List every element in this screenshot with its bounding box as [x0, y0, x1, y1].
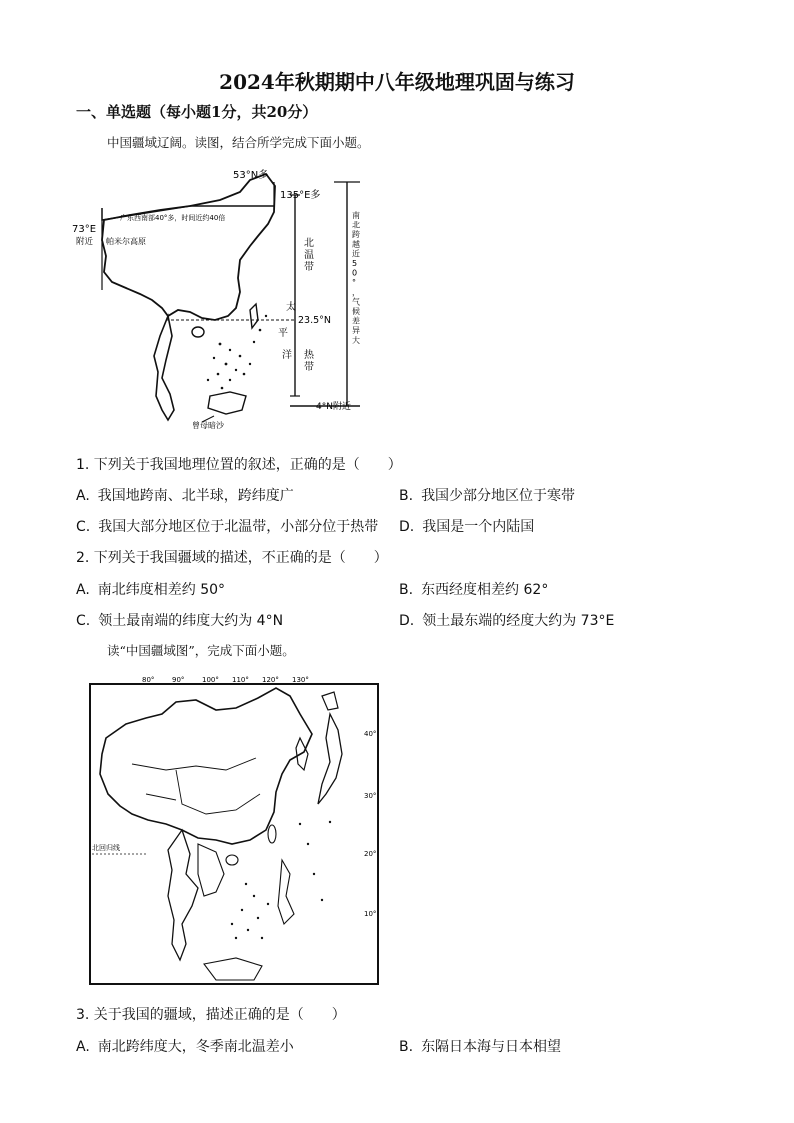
svg-text:30°: 30° — [364, 792, 377, 800]
question-2-stem: 2. 下列关于我国疆域的描述，不正确的是（ ） — [76, 550, 388, 566]
q1-option-c[interactable]: C. 我国大部分地区位于北温带，小部分位于热带 — [76, 519, 379, 535]
q2-option-b[interactable]: B. 东西经度相差约 62° — [399, 582, 549, 598]
pacific-char: 平 — [278, 328, 288, 339]
side-note-char: ， — [352, 287, 360, 297]
svg-text:20°: 20° — [364, 850, 377, 858]
svg-text:90°: 90° — [172, 676, 185, 684]
side-note-char: 异 — [352, 326, 360, 336]
q3-option-b[interactable]: B. 东隔日本海与日本相望 — [399, 1039, 562, 1055]
side-note-char: 5 — [352, 259, 358, 268]
label-zengmu: 曾母暗沙 — [192, 421, 224, 430]
label-north-temperate — [304, 237, 314, 273]
svg-text:130°: 130° — [292, 676, 309, 684]
intro-text-1: 中国疆域辽阔。读图，结合所学完成下面小题。 — [107, 135, 370, 150]
svg-text:120°: 120° — [262, 676, 279, 684]
q1-option-d[interactable]: D. 我国是一个内陆国 — [399, 519, 535, 535]
q1-option-a[interactable]: A. 我国地跨南、北半球，跨纬度广 — [76, 488, 294, 504]
q2-option-d[interactable]: D. 领土最东端的经度大约为 73°E — [399, 613, 615, 629]
svg-text:10°: 10° — [364, 910, 377, 918]
china-territory-map — [72, 160, 365, 440]
q2-option-a[interactable]: A. 南北纬度相差约 50° — [76, 582, 226, 598]
label-pamir: 帕米尔高原 — [106, 237, 146, 246]
side-note-char: 北 — [352, 220, 360, 230]
china-graticule-map — [86, 674, 386, 989]
svg-text:100°: 100° — [202, 676, 219, 684]
question-1-stem: 1. 下列关于我国地理位置的叙述，正确的是（ ） — [76, 457, 402, 473]
label-135e: 135°E多 — [280, 190, 321, 201]
tropical-char: 热 — [304, 350, 314, 361]
label-pacific — [278, 300, 296, 361]
side-note-char: 差 — [352, 316, 360, 326]
label-4n: 4°N附近 — [316, 402, 351, 412]
side-note-char: 近 — [352, 249, 360, 259]
mainland-outline — [102, 174, 275, 320]
label-side-note — [352, 210, 360, 345]
north-temperate-char: 带 — [304, 262, 314, 273]
page-title: 2024年秋期期中八年级地理巩固与练习 — [219, 70, 575, 94]
label-tropic: 23.5°N — [298, 315, 332, 326]
south-sea-islands-2 — [231, 821, 331, 939]
label-tropical — [304, 348, 315, 373]
side-note-char: 大 — [352, 335, 360, 345]
intro-text-2: 读“中国疆域图”，完成下面小题。 — [107, 643, 295, 658]
side-note-char: 南 — [352, 211, 360, 220]
top-longitude-ticks — [142, 676, 309, 684]
label-53n: 53°N多 — [233, 170, 269, 181]
side-note-char: 越 — [352, 239, 360, 249]
question-3-stem: 3. 关于我国的疆域，描述正确的是（ ） — [76, 1007, 346, 1023]
label-lat40: 广东西南部40°多，时间近约40倍 — [120, 214, 226, 222]
side-note-char: 跨 — [352, 230, 360, 240]
label-73e: 73°E — [72, 224, 97, 235]
svg-text:40°: 40° — [364, 730, 377, 738]
side-note-char: ° — [352, 278, 356, 288]
side-note-char: 0 — [352, 268, 358, 278]
pacific-char: 洋 — [282, 350, 292, 361]
right-latitude-ticks — [364, 730, 376, 918]
q1-option-b[interactable]: B. 我国少部分地区位于寒带 — [399, 488, 576, 504]
q2-option-c[interactable]: C. 领土最南端的纬度大约为 4°N — [76, 613, 284, 629]
label-73e-sub: 附近 — [76, 237, 94, 247]
north-temperate-char: 温 — [304, 250, 314, 261]
label-tropic-line: 北回归线 — [92, 844, 120, 852]
side-note-char: 气 — [352, 297, 360, 307]
svg-text:110°: 110° — [232, 676, 249, 684]
side-note-char: 候 — [352, 307, 360, 316]
south-sea-islands — [207, 315, 267, 390]
pacific-char: 太 — [286, 302, 296, 313]
q3-option-a[interactable]: A. 南北跨纬度大，冬季南北温差小 — [76, 1039, 294, 1055]
section-heading: 一、单选题（每小题1分，共20分） — [76, 103, 318, 121]
north-temperate-char: 北 — [304, 238, 314, 249]
tropical-char: 带 — [304, 362, 314, 373]
map-frame — [90, 684, 378, 984]
svg-text:80°: 80° — [142, 676, 155, 684]
china-outline — [100, 688, 312, 844]
